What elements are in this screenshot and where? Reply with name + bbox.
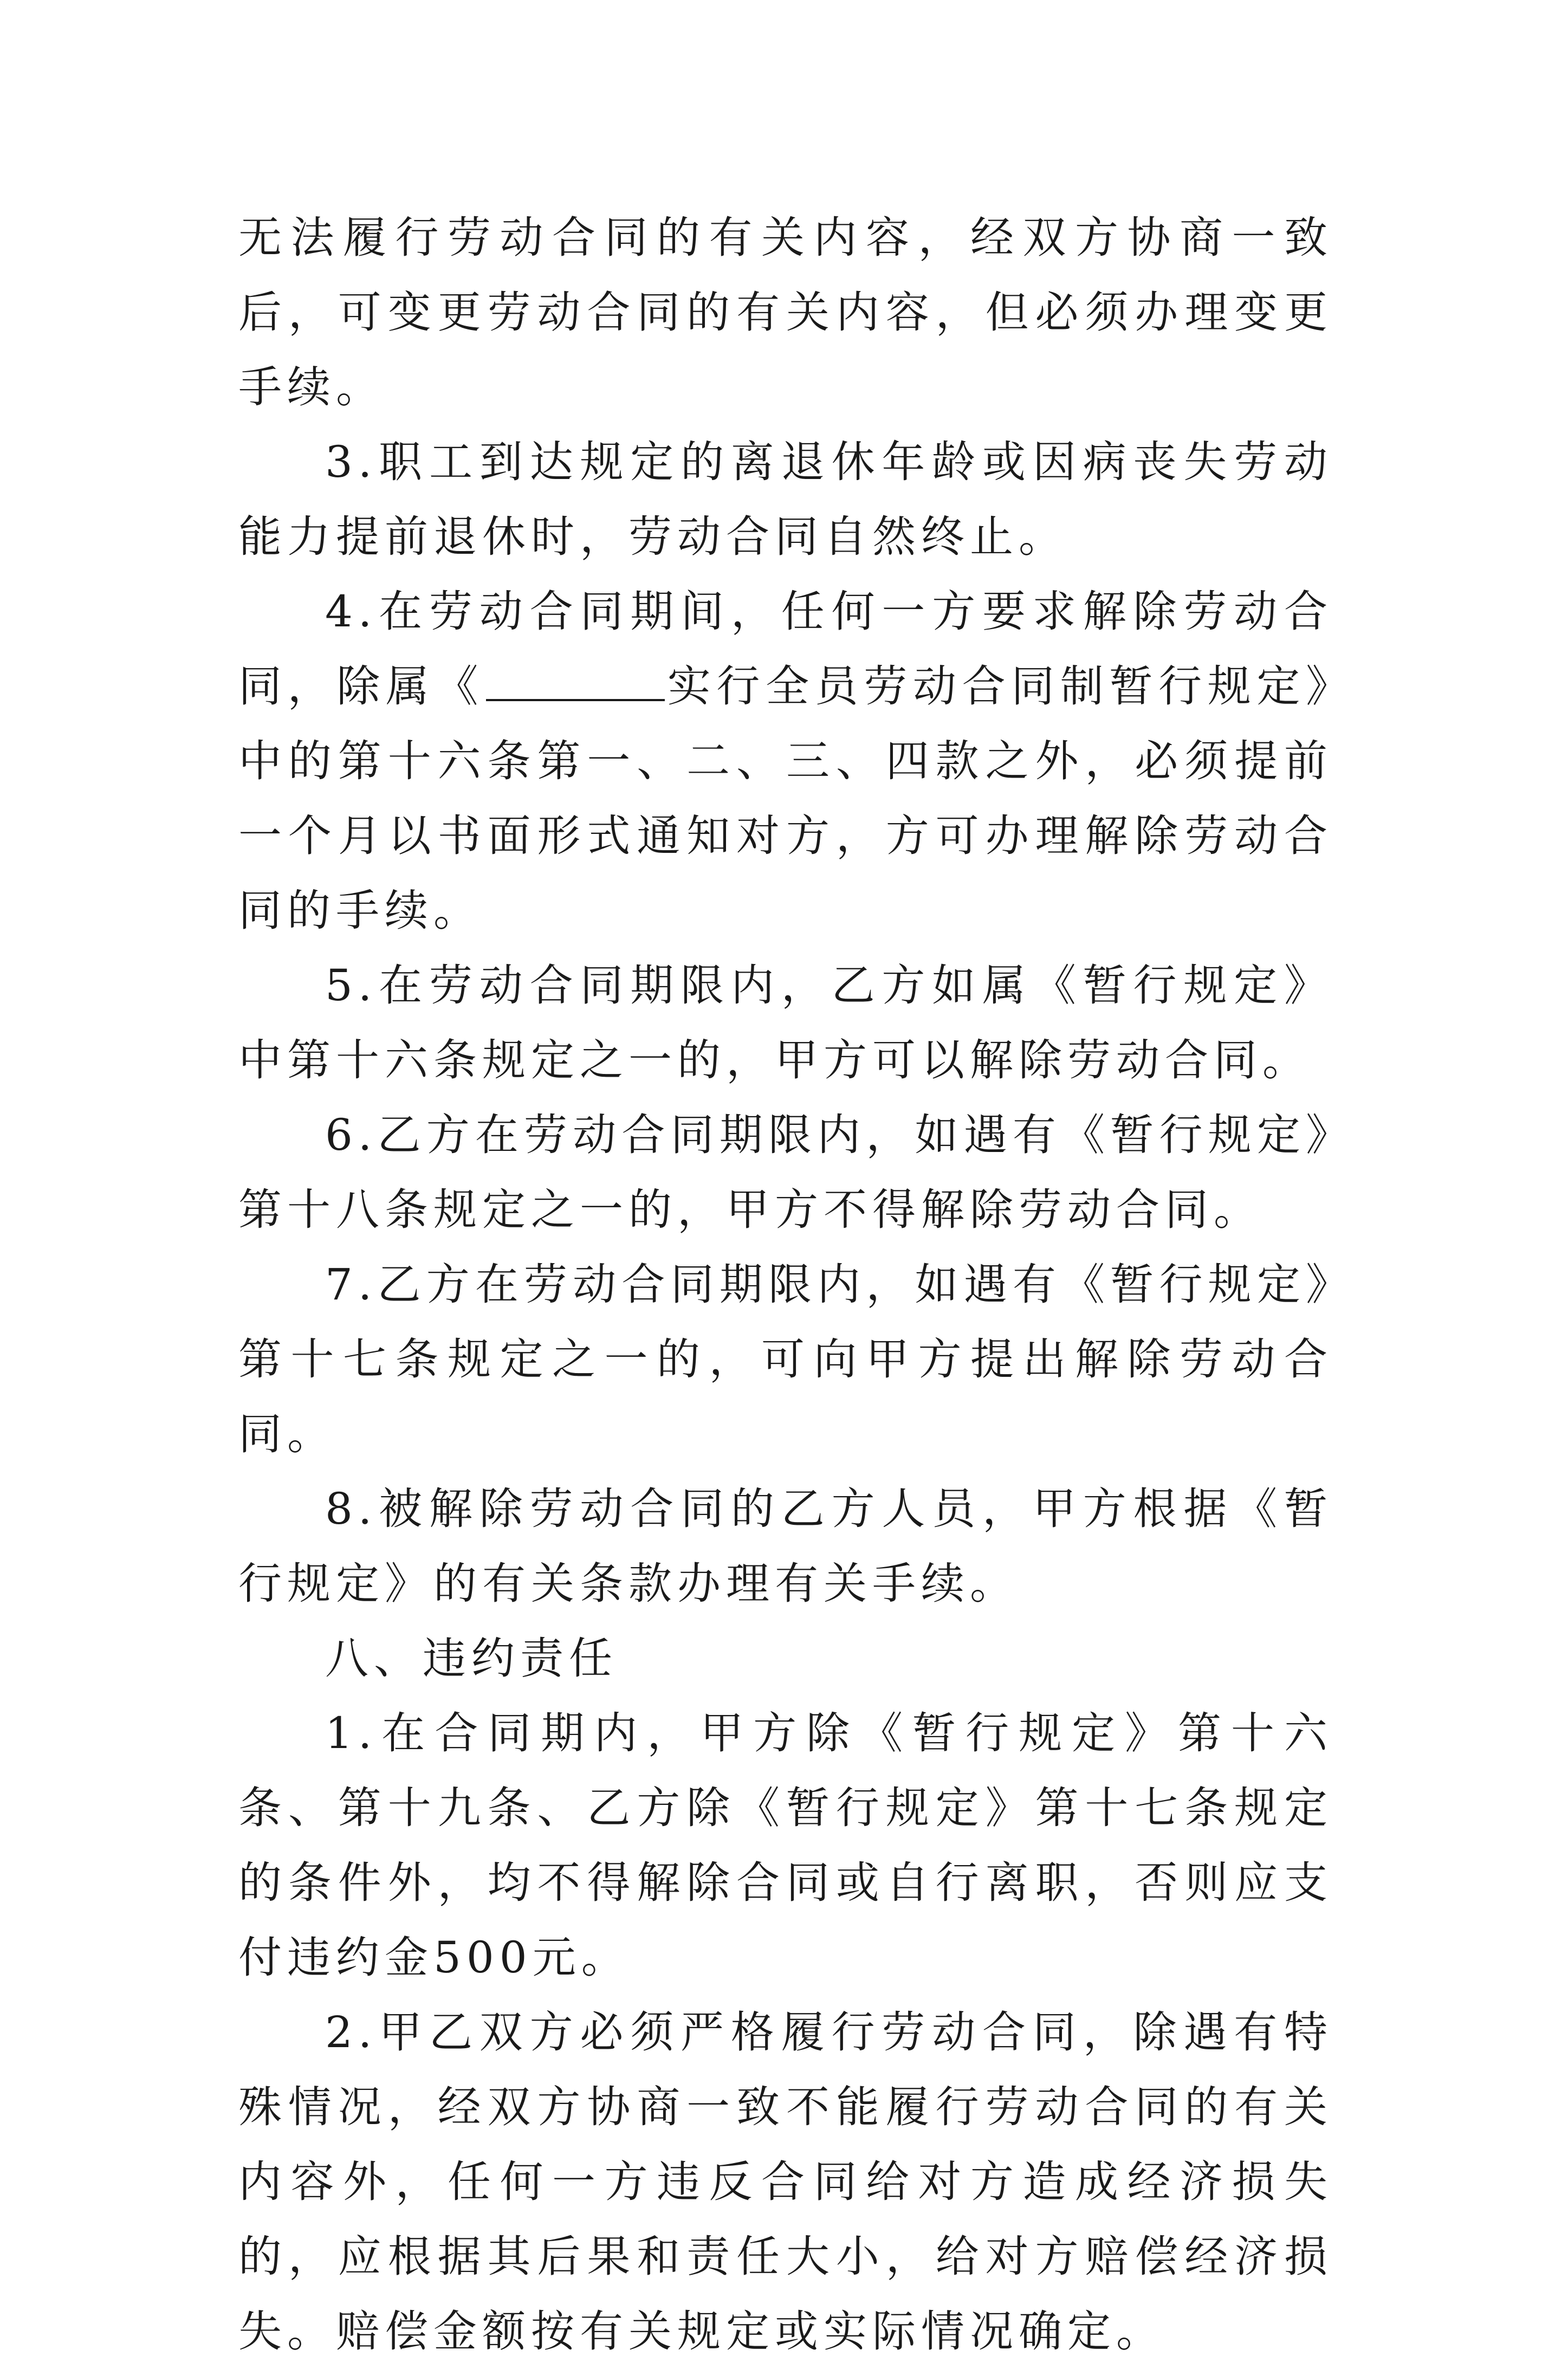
paragraph-clause-5: 5.在劳动合同期限内，乙方如属《暂行规定》中第十六条规定之一的，甲方可以解除劳动合同。 xyxy=(238,960,1333,1085)
clause-4-text-after: 实行全员劳动合同制暂行规定》中的第十六条第一、二、三、四款之外，必须提前一个月以书面形式通知对方，方可办理解除劳动合同的手续。 xyxy=(238,661,1333,936)
section-heading-breach-liability: 八、违约责任 xyxy=(325,1633,618,1684)
paragraph-breach-clause-2: 2.甲乙双方必须严格履行劳动合同，除遇有特殊情况，经双方协商一致不能履行劳动合同的有关内容外，任何一方违反合同给对方造成经济损失的，应根据其后果和责任大小，给对方赔偿经济损失。赔偿金额按有关规定或实际情况确定。 xyxy=(238,2007,1333,2357)
clause-4-text-before: 4.在劳动合同期间，任何一方要求解除劳动合同，除属《 xyxy=(238,586,1333,711)
paragraph-clause-6: 6.乙方在劳动合同期限内，如遇有《暂行规定》第十八条规定之一的，甲方不得解除劳动合同。 xyxy=(238,1110,1333,1235)
document-body xyxy=(238,200,1333,2369)
paragraph-breach-clause-1: 1.在合同期内，甲方除《暂行规定》第十六条、第十九条、乙方除《暂行规定》第十七条规定的条件外，均不得解除合同或自行离职，否则应支付违约金500元。 xyxy=(238,1708,1333,1983)
paragraph-continuation: 无法履行劳动合同的有关内容，经双方协商一致后，可变更劳动合同的有关内容，但必须办理变更手续。 xyxy=(238,212,1333,412)
paragraph-clause-4 xyxy=(238,574,1333,948)
paragraph-clause-3: 3.职工到达规定的离退休年龄或因病丧失劳动能力提前退休时，劳动合同自然终止。 xyxy=(238,437,1333,562)
fill-in-blank xyxy=(486,665,665,701)
paragraph-clause-7: 7.乙方在劳动合同期限内，如遇有《暂行规定》第十七条规定之一的，可向甲方提出解除劳动合同。 xyxy=(238,1259,1333,1459)
paragraph-clause-8: 8.被解除劳动合同的乙方人员，甲方根据《暂行规定》的有关条款办理有关手续。 xyxy=(238,1484,1333,1609)
